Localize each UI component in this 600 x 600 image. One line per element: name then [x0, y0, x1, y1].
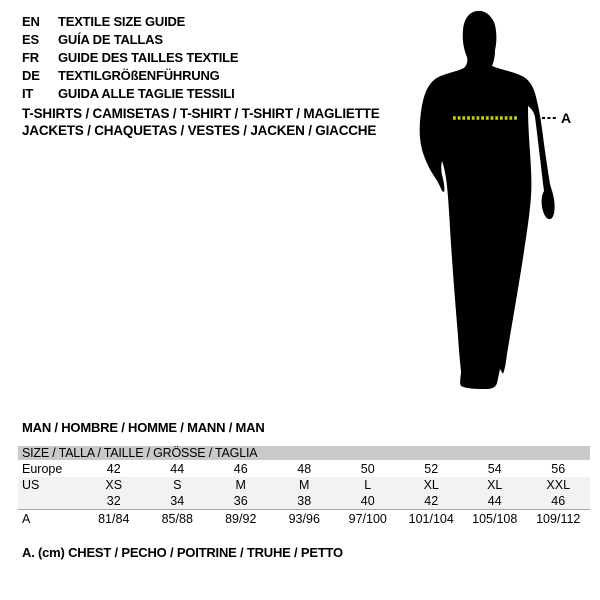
table-row-us [18, 477, 590, 493]
section-title-man: MAN / HOMBRE / HOMME / MANN / MAN [22, 420, 265, 435]
table-cell: M [235, 478, 246, 492]
table-row-us-numeric [18, 493, 590, 509]
row-label: Europe [22, 461, 63, 476]
table-cell: 32 [106, 494, 121, 508]
table-cell: 38 [297, 494, 312, 508]
table-cell: 44 [170, 461, 185, 476]
category-line-tshirts: T-SHIRTS / CAMISETAS / T-SHIRT / T-SHIRT / MAGLIETTE [22, 106, 380, 121]
table-cell: 34 [170, 494, 185, 508]
language-row [22, 13, 238, 31]
garment-categories [22, 106, 380, 139]
table-row-europe [18, 460, 590, 477]
table-cell: 81/84 [98, 511, 130, 526]
language-row [22, 49, 238, 67]
man-silhouette [395, 0, 600, 400]
language-code: EN [22, 14, 40, 29]
table-cell: 105/108 [472, 511, 518, 526]
language-row [22, 85, 238, 103]
category-line-jackets: JACKETS / CHAQUETAS / VESTES / JACKEN / GIACCHE [22, 122, 377, 138]
language-label: GUÍA DE TALLAS [58, 32, 163, 47]
table-cell: 42 [424, 494, 439, 508]
language-code: ES [22, 32, 39, 47]
table-cell: 52 [424, 461, 439, 476]
table-cell: XL [423, 478, 439, 492]
table-cell: 56 [551, 461, 566, 476]
measure-legend-footnote: A. (cm) CHEST / PECHO / POITRINE / TRUHE / PETTO [22, 545, 343, 560]
row-label: US [22, 478, 40, 492]
man-silhouette-shape [420, 11, 555, 389]
table-cell: 50 [360, 461, 375, 476]
table-cell: M [299, 478, 310, 492]
table-cell: 109/112 [536, 511, 581, 526]
table-cell: 101/104 [408, 511, 454, 526]
table-cell: XXL [546, 478, 571, 492]
table-cell: 44 [487, 494, 502, 508]
language-code: DE [22, 68, 40, 83]
table-cell: 89/92 [225, 511, 257, 526]
table-cell: 42 [106, 461, 121, 476]
table-row-chest-cm [18, 509, 590, 527]
table-cell: XL [487, 478, 503, 492]
language-code: FR [22, 50, 39, 65]
language-label: GUIDE DES TAILLES TEXTILE [58, 50, 239, 65]
table-cell: 36 [233, 494, 248, 508]
language-row [22, 31, 238, 49]
table-cell: S [173, 478, 182, 492]
table-cell: XS [105, 478, 123, 492]
table-cell: 85/88 [161, 511, 193, 526]
size-table-header: SIZE / TALLA / TAILLE / GRÖSSE / TAGLIA [18, 446, 590, 460]
table-cell: L [364, 478, 372, 492]
table-cell: 48 [297, 461, 312, 476]
measure-label-a: A [561, 110, 572, 126]
language-code: IT [22, 86, 34, 101]
language-label: TEXTILE SIZE GUIDE [58, 14, 186, 29]
table-cell: 54 [487, 461, 502, 476]
language-row [22, 67, 238, 85]
table-cell: 40 [360, 494, 375, 508]
language-label: TEXTILGRÖßENFÜHRUNG [58, 68, 220, 83]
table-cell: 46 [233, 461, 248, 476]
table-cell: 93/96 [288, 511, 320, 526]
language-list [22, 13, 238, 103]
size-table [18, 446, 590, 527]
table-cell: 97/100 [348, 511, 387, 526]
row-label: A [22, 511, 31, 526]
language-label: GUIDA ALLE TAGLIE TESSILI [58, 86, 235, 101]
table-cell: 46 [551, 494, 566, 508]
